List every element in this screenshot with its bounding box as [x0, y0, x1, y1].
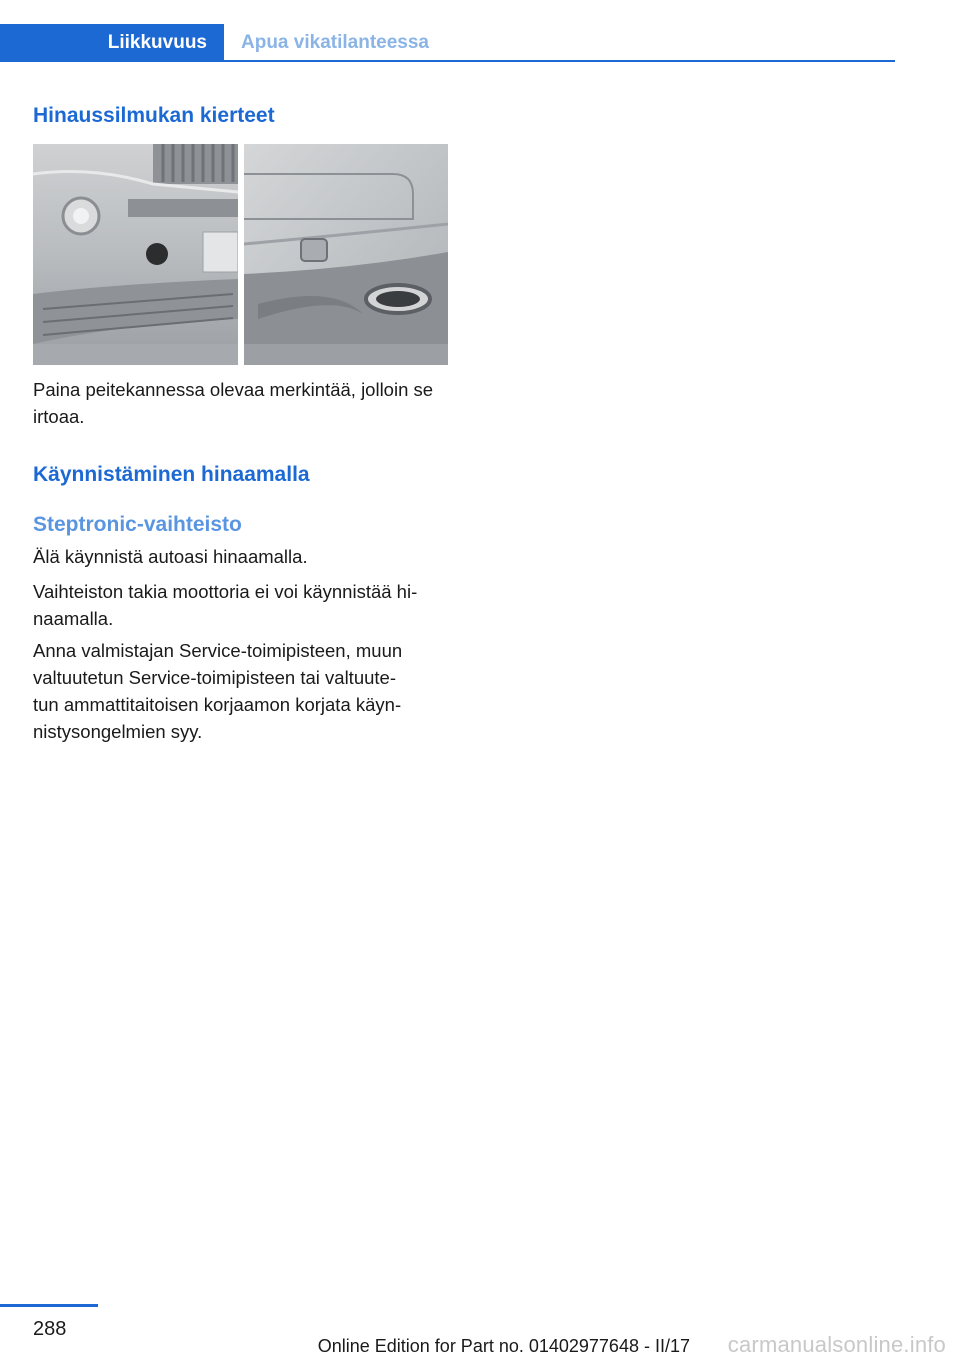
- header-rule: [0, 60, 895, 62]
- steptronic-heading: Steptronic-vaihteisto: [33, 513, 242, 536]
- steptronic-paragraph-3-line-3: tun ammattitaitoisen korjaamon korjata käyn‐: [33, 694, 402, 715]
- tow-start-heading: Käynnistäminen hinaamalla: [33, 463, 310, 486]
- steptronic-paragraph-1: Älä käynnistä autoasi hinaamalla.: [33, 546, 308, 567]
- bumper-illustration: [33, 144, 448, 365]
- steptronic-paragraph-2-line-1: Vaihteiston takia moottoria ei voi käynnistää hi‐: [33, 581, 418, 602]
- steptronic-paragraph-2-line-2: naamalla.: [33, 608, 114, 629]
- footer-rule: [0, 1304, 98, 1307]
- steptronic-paragraph-3-line-1: Anna valmistajan Service-toimipisteen, muun: [33, 640, 403, 661]
- watermark: carmanualsonline.info: [727, 1332, 946, 1357]
- page-number: 288: [33, 1318, 67, 1340]
- edition-info: Online Edition for Part no. 01402977648 - II/17: [317, 1336, 690, 1356]
- steptronic-paragraph-3-line-2: valtuutetun Service-toimipisteen tai valtuute‐: [33, 667, 396, 688]
- chapter-tab[interactable]: [0, 24, 224, 62]
- steptronic-paragraph-3-line-4: nistysongelmien syy.: [33, 721, 203, 742]
- section-tab[interactable]: [241, 24, 429, 62]
- towing-eye-heading: Hinaussilmukan kierteet: [33, 104, 275, 127]
- towing-eye-instruction: Paina peitekannessa olevaa merkintää, jolloin se irtoaa.: [33, 379, 434, 427]
- page-header: [0, 0, 895, 62]
- chapter-tab-label: Liikkuvuus: [107, 32, 207, 53]
- section-tab-label: Apua vikatilanteessa: [241, 32, 429, 53]
